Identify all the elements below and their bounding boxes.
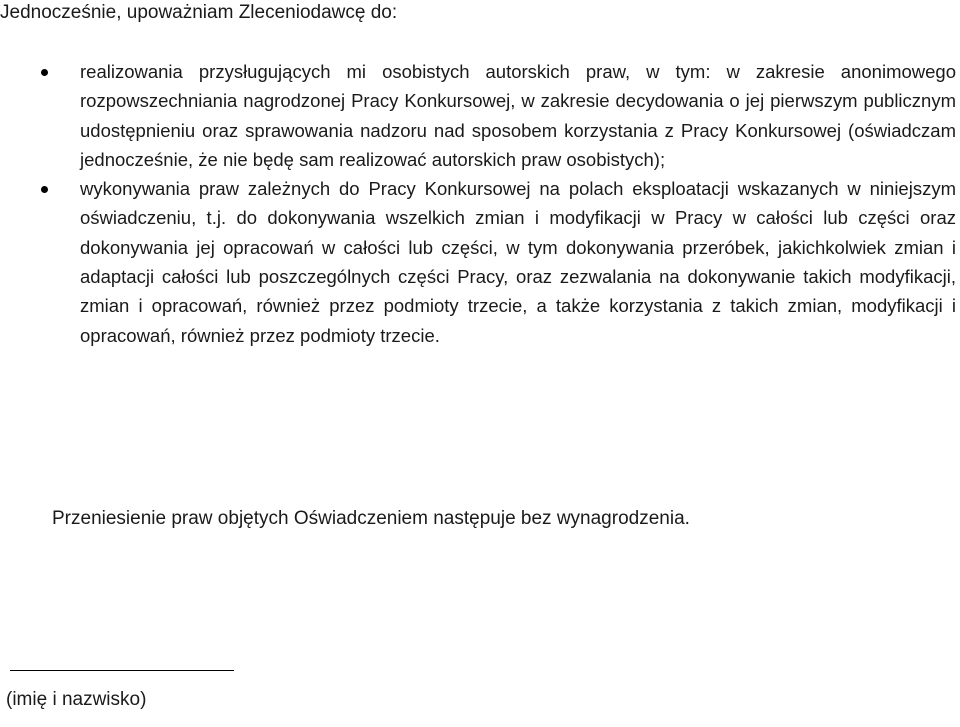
summary-text: Przeniesienie praw objętych Oświadczeniem następuje bez wynagrodzenia. bbox=[52, 508, 690, 529]
signature-line bbox=[10, 670, 234, 671]
list-item-text: realizowania przysługujących mi osobistych autorskich praw, w tym: w zakresie anonimowego rozpowszechniania nagrodzonej Pracy Konkursowej, w zakresie decydowania o jej pierwszym publicznym udostępnieniu oraz sprawowania nadzoru nad sposobem korzystania z Pracy Konkursowej (oświadczam jednocześnie, że nie będę sam realizować autorskich praw osobistych); bbox=[80, 61, 956, 170]
signature-caption: (imię i nazwisko) bbox=[6, 689, 147, 710]
list-item-text: wykonywania praw zależnych do Pracy Konkursowej na polach eksploatacji wskazanych w niniejszym oświadczeniu, t.j. do dokonywania wszelkich zmian i modyfikacji w Pracy w całości lub części oraz dokonywania jej opracowań w całości lub części, w tym dokonywania przeróbek, jakichkolwiek zmian i adaptacji całości lub poszczególnych części Pracy, oraz zezwalania na dokonywanie takich modyfikacji, zmian i opracowań, również przez podmioty trzecie, a także korzystania z takich zmian, modyfikacji i opracowań, również przez podmioty trzecie. bbox=[80, 178, 956, 346]
bullet-list bbox=[0, 57, 960, 350]
list-item bbox=[0, 57, 960, 174]
intro-text: Jednocześnie, upoważniam Zleceniodawcę do: bbox=[0, 2, 398, 23]
bullet-icon bbox=[41, 69, 48, 76]
signature-block bbox=[6, 670, 236, 712]
list-item bbox=[0, 174, 960, 350]
bullet-icon bbox=[41, 186, 48, 193]
